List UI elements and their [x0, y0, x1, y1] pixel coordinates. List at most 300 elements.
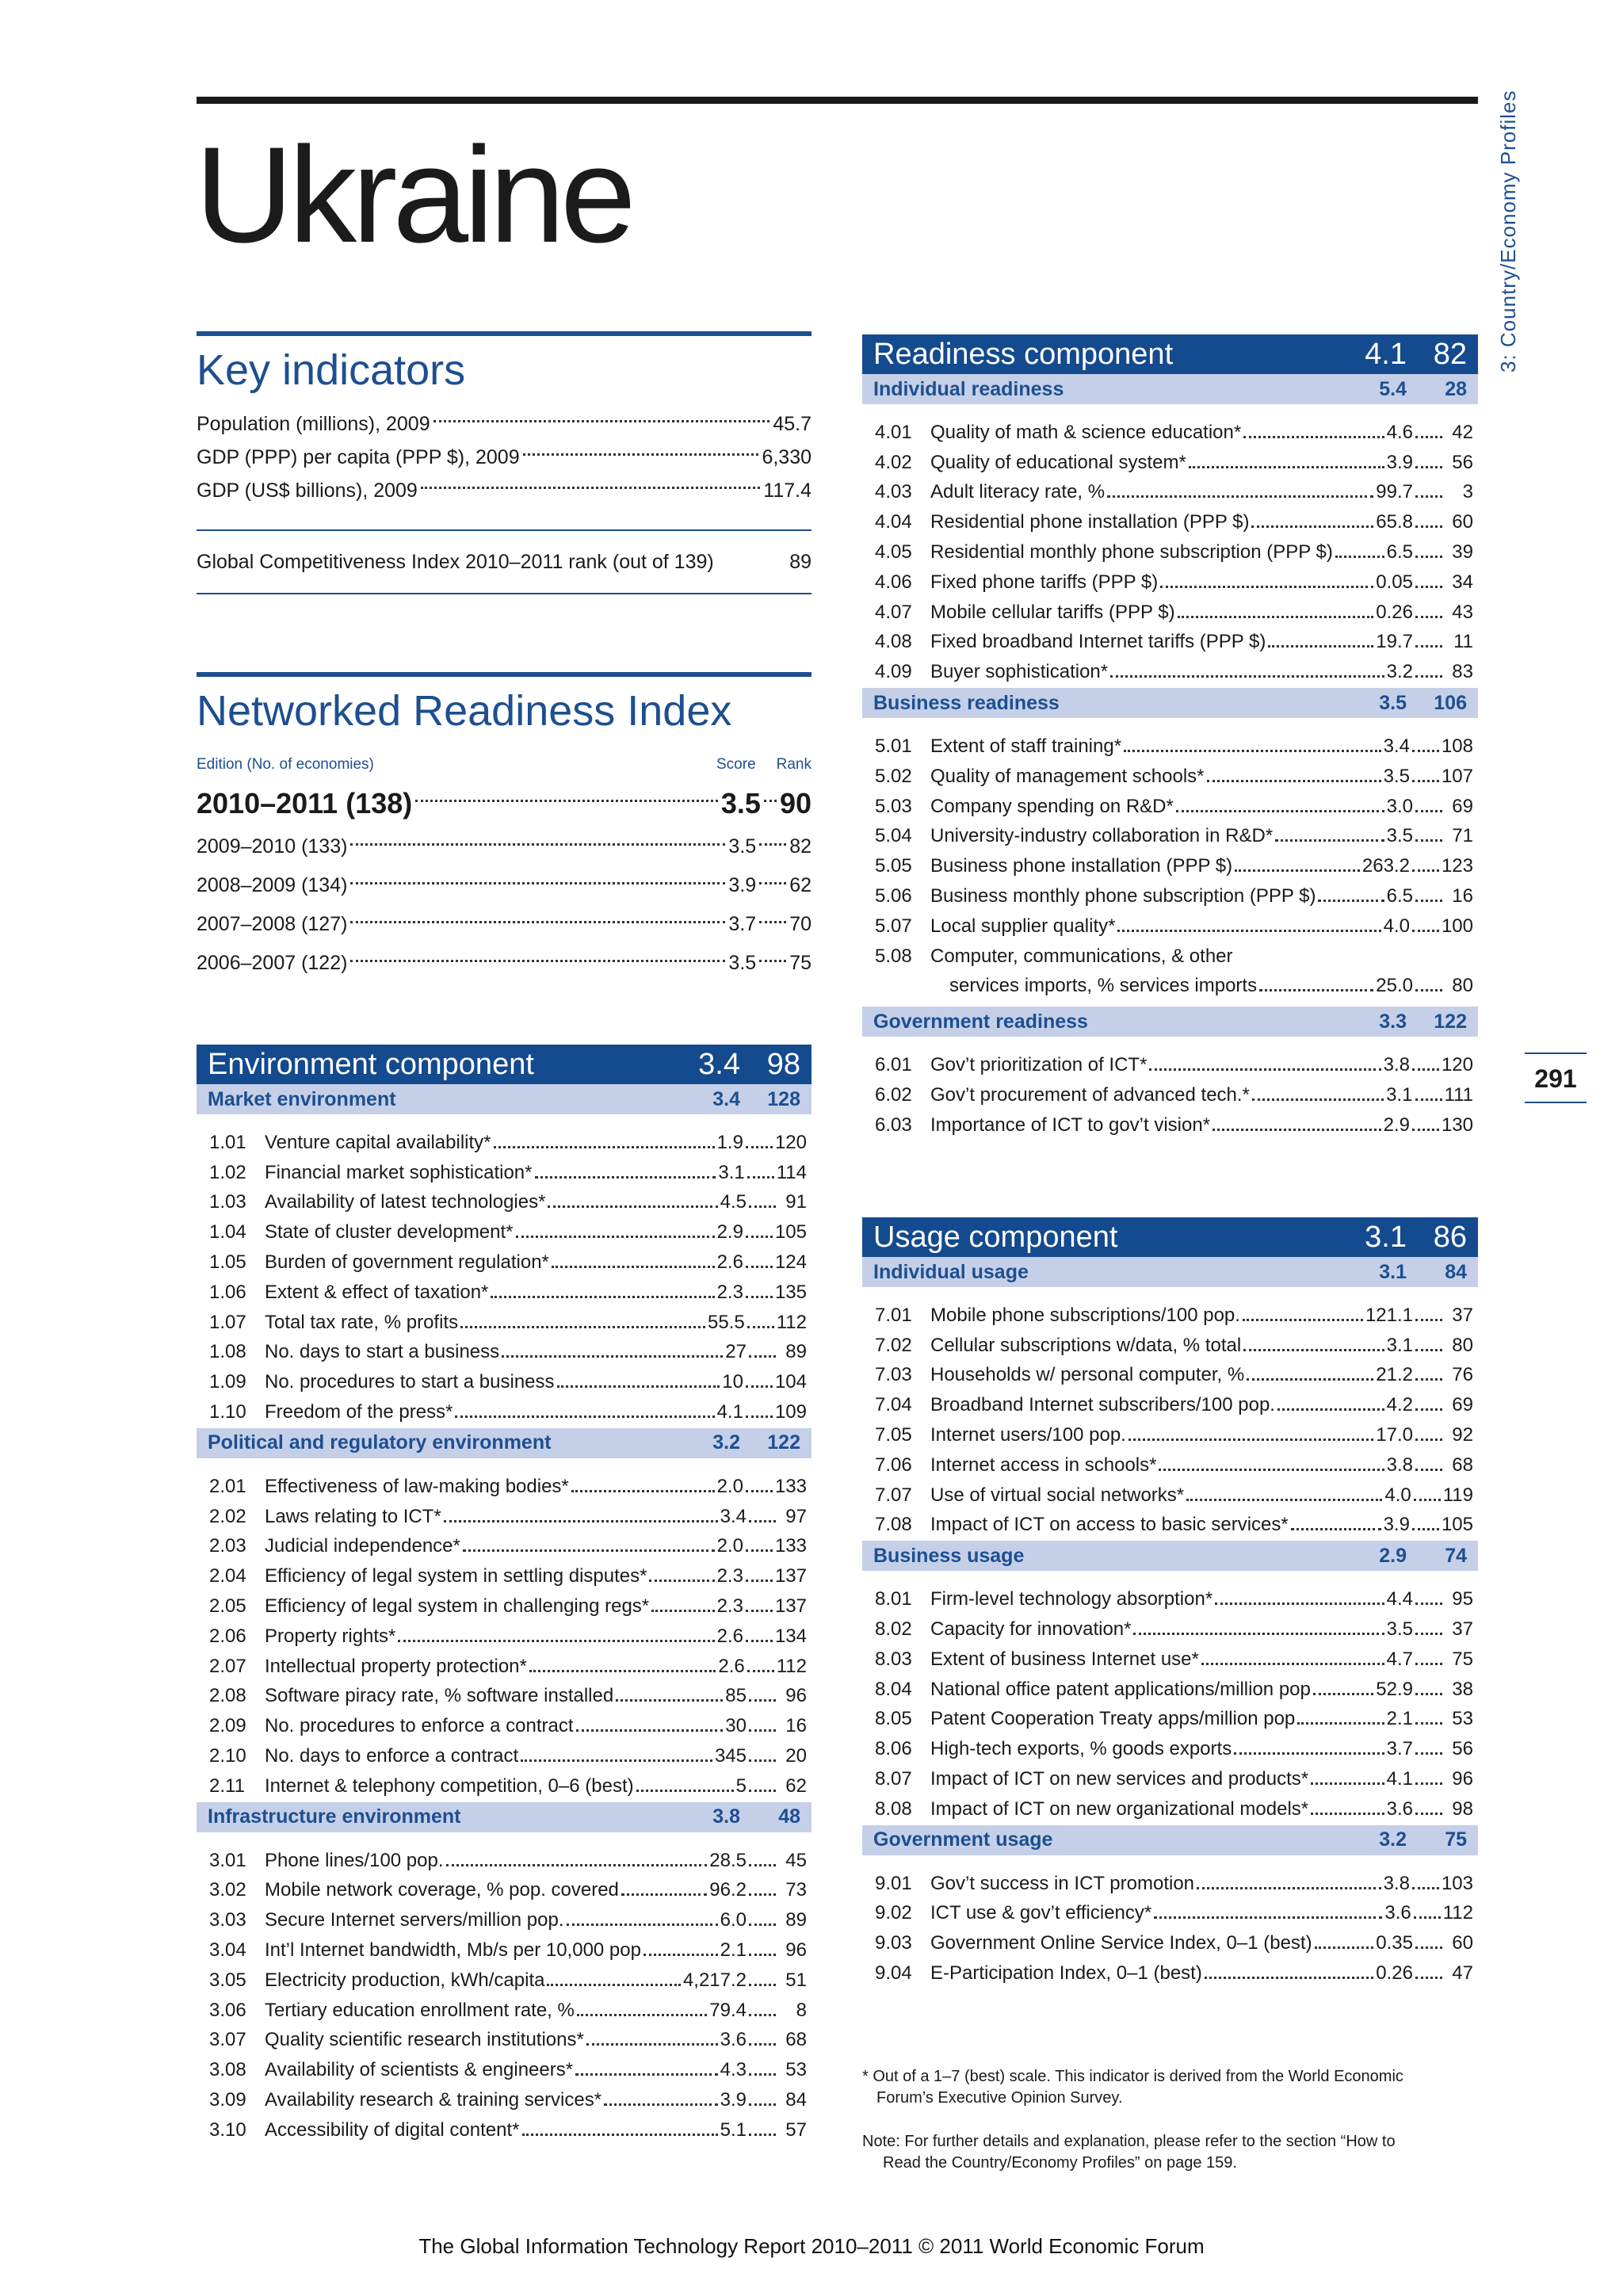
top-rule	[197, 97, 1478, 104]
col-rank: Rank	[776, 756, 812, 773]
list-item	[862, 653, 1478, 683]
indicator-rank: 96	[785, 1685, 807, 1707]
business-readiness-bar: Business readiness 3.5 106	[862, 688, 1478, 718]
indicator-value: 5	[735, 1775, 747, 1797]
col-score: Score	[716, 756, 756, 773]
indicator-code: 1.07	[209, 1311, 246, 1333]
indicator-value: 4.6	[1386, 421, 1413, 443]
indicator-rank: 89	[785, 1341, 807, 1363]
indicator-rank: 107	[1441, 765, 1473, 787]
indicator-rank: 105	[774, 1221, 807, 1244]
indicator-name: State of cluster development*	[265, 1221, 514, 1244]
indicator-name: Efficiency of legal system in challenging regs*	[265, 1595, 650, 1617]
list-item	[862, 818, 1478, 848]
nri-rank: 62	[789, 874, 812, 896]
indicator-value: 4.7	[1386, 1648, 1413, 1670]
business-readiness-items	[862, 718, 1478, 938]
indicator-value: 6,330	[762, 445, 812, 468]
list-item	[197, 1842, 812, 1872]
list-item	[197, 1244, 812, 1274]
section-rule	[197, 331, 812, 336]
indicator-rank: 104	[774, 1371, 807, 1393]
indicator-rank: 80	[1452, 1334, 1473, 1356]
indicator-name: Property rights*	[265, 1625, 396, 1647]
list-item	[862, 1865, 1478, 1895]
indicator-rank: 120	[774, 1131, 807, 1153]
list-item	[862, 1730, 1478, 1760]
indicator-rank: 92	[1452, 1423, 1473, 1446]
indicator-code: 7.03	[875, 1364, 912, 1386]
indicator-name: Residential monthly phone subscription (PPP $)	[930, 541, 1333, 563]
list-item	[862, 624, 1478, 654]
list-item	[197, 1124, 812, 1154]
political-environment-items	[197, 1458, 812, 1802]
list-item	[197, 1737, 812, 1767]
indicator-name: Capacity for innovation*	[930, 1618, 1132, 1640]
indicator-value: 85	[725, 1685, 747, 1707]
list-item	[862, 1297, 1478, 1327]
indicator-code: 3.07	[209, 2029, 246, 2051]
indicator-code: 5.04	[875, 825, 912, 847]
indicator-rank: 8	[796, 1999, 807, 2021]
indicator-code: 7.04	[875, 1394, 912, 1416]
indicator-code: 3.04	[209, 1939, 246, 1961]
list-item	[862, 1446, 1478, 1477]
indicator-rank: 76	[1452, 1364, 1473, 1386]
indicator-code: 7.01	[875, 1304, 912, 1326]
footnotes	[862, 2066, 1478, 2174]
indicator-code: 2.04	[209, 1565, 246, 1587]
indicator-rank: 51	[785, 1969, 807, 1991]
indicator-name: Judicial independence*	[265, 1535, 460, 1557]
indicator-code: 2.10	[209, 1744, 246, 1767]
list-item	[862, 877, 1478, 907]
indicator-code: 5.03	[875, 795, 912, 817]
indicator-code: 3.01	[209, 1849, 246, 1871]
indicator-code: 1.08	[209, 1341, 246, 1363]
infrastructure-environment-bar: Infrastructure environment 3.8 48	[197, 1802, 812, 1832]
indicator-value: 3.1	[1386, 1083, 1413, 1106]
indicator-name: Households w/ personal computer, %	[930, 1364, 1245, 1386]
indicator-value: 117.4	[763, 479, 812, 502]
list-item	[197, 1334, 812, 1364]
indicator-code: 8.01	[875, 1588, 912, 1610]
indicator-code: 9.03	[875, 1932, 912, 1954]
indicator-value: 3.8	[1386, 1454, 1413, 1476]
indicator-value: 2.3	[716, 1281, 743, 1303]
indicator-code: 1.03	[209, 1191, 246, 1213]
indicator-code: 3.05	[209, 1969, 246, 1991]
indicator-name: Gov’t prioritization of ICT*	[930, 1054, 1148, 1076]
indicator-rank: 91	[785, 1191, 807, 1213]
indicator-rank: 47	[1452, 1962, 1473, 1984]
list-item	[197, 1648, 812, 1678]
indicator-name: High-tech exports, % goods exports	[930, 1738, 1232, 1760]
indicator-rank: 137	[774, 1595, 807, 1617]
indicator-value: 4.5	[720, 1191, 747, 1213]
indicator-code: 9.04	[875, 1962, 912, 1984]
indicator-rank: 69	[1452, 1394, 1473, 1416]
indicator-name: Gov’t procurement of advanced tech.*	[930, 1083, 1250, 1106]
list-item	[862, 1106, 1478, 1137]
indicator-code: 4.05	[875, 541, 912, 563]
list-item	[197, 1393, 812, 1423]
usage-component	[862, 1217, 1478, 1989]
list-item	[197, 1678, 812, 1708]
indicator-code: 5.02	[875, 765, 912, 787]
political-environment-bar: Political and regulatory environment 3.2 122	[197, 1428, 812, 1458]
indicator-rank: 124	[774, 1251, 807, 1273]
indicator-value: 0.05	[1376, 571, 1413, 593]
list-item	[862, 1357, 1478, 1387]
indicator-rank: 56	[1452, 451, 1473, 473]
country-title: Ukraine	[195, 119, 632, 271]
nri-edition: 2007–2008 (127)	[197, 913, 348, 935]
indicator-value: 4,217.2	[682, 1969, 747, 1991]
indicator-value: 4.4	[1386, 1588, 1413, 1610]
indicator-code: 4.02	[875, 451, 912, 473]
indicator-value: 3.8	[1383, 1872, 1410, 1894]
list-item	[862, 594, 1478, 624]
gci-row	[197, 531, 812, 593]
indicator-name: Mobile cellular tariffs (PPP $)	[930, 601, 1175, 623]
nri-score: 3.7	[728, 913, 757, 935]
page-number-rule-bottom	[1525, 1102, 1587, 1103]
environment-component-bar: Environment component 3.4 98	[197, 1045, 812, 1084]
list-item	[862, 1701, 1478, 1731]
indicator-rank: 39	[1452, 541, 1473, 563]
indicator-rank: 109	[774, 1400, 807, 1423]
indicator-name: Quality scientific research institutions*	[265, 2029, 584, 2051]
nri-column-headers	[197, 750, 812, 780]
indicator-value: 3.0	[1386, 795, 1413, 817]
list-item	[197, 1707, 812, 1737]
indicator-name: Residential phone installation (PPP $)	[930, 511, 1250, 533]
business-usage-items	[862, 1571, 1478, 1824]
indicator-value: 30	[725, 1715, 747, 1737]
list-item	[197, 1962, 812, 1992]
indicator-name: No. days to start a business	[265, 1341, 500, 1363]
indicator-rank: 95	[1452, 1588, 1473, 1610]
indicator-code: 2.07	[209, 1655, 246, 1677]
indicator-name: Effectiveness of law-making bodies*	[265, 1475, 569, 1497]
indicator-value: 45.7	[773, 412, 812, 435]
indicator-code: 4.08	[875, 631, 912, 653]
list-item	[197, 1767, 812, 1797]
key-indicators-section	[197, 331, 812, 594]
indicator-name: ICT use & gov’t efficiency*	[930, 1902, 1152, 1924]
indicator-code: 4.09	[875, 661, 912, 683]
indicator-code: 8.08	[875, 1797, 912, 1820]
page-footer: The Global Information Technology Report 2010–2011 © 2011 World Economic Forum	[418, 2234, 1205, 2258]
indicator-value: 4.3	[720, 2059, 747, 2081]
indicator-value: 3.1	[718, 1161, 745, 1183]
indicator-name: Firm-level technology absorption*	[930, 1588, 1213, 1610]
government-usage-items	[862, 1855, 1478, 1989]
indicator-code: 4.01	[875, 421, 912, 443]
indicator-value: 2.1	[1386, 1708, 1413, 1730]
indicator-value: 2.9	[1383, 1114, 1410, 1136]
indicator-value: 4.1	[1386, 1767, 1413, 1790]
key-indicators-list	[197, 407, 812, 507]
indicator-code: 2.01	[209, 1475, 246, 1497]
indicator-rank: 123	[1441, 855, 1473, 877]
list-item	[862, 1507, 1478, 1537]
environment-component	[197, 1045, 812, 2146]
footnote-star: * Out of a 1–7 (best) scale. This indicator is derived from the World Economic Forum’s Executive Opinion Survey.	[862, 2068, 1403, 2107]
indicator-value: 4.0	[1383, 915, 1410, 937]
indicator-rank: 97	[785, 1505, 807, 1527]
individual-usage-items	[862, 1287, 1478, 1541]
indicator-code: 3.02	[209, 1879, 246, 1901]
market-environment-items	[197, 1114, 812, 1428]
indicator-rank: 60	[1452, 1932, 1473, 1954]
indicator-value: 121.1	[1365, 1304, 1413, 1326]
government-readiness-bar: Government readiness 3.3 122	[862, 1007, 1478, 1037]
indicator-name: Mobile phone subscriptions/100 pop.	[930, 1304, 1240, 1326]
indicator-code: 3.06	[209, 1999, 246, 2021]
indicator-code: 1.10	[209, 1400, 246, 1423]
indicator-code: 3.09	[209, 2088, 246, 2111]
indicator-name: Cellular subscriptions w/data, % total	[930, 1334, 1242, 1356]
government-readiness-items	[862, 1037, 1478, 1140]
list-item: 5.08 Computer, communications, & other	[875, 945, 1233, 967]
indicator-rank: 83	[1452, 661, 1473, 683]
list-item	[197, 1363, 812, 1393]
indicator-name: Int’l Internet bandwidth, Mb/s per 10,000 pop	[265, 1939, 641, 1961]
list-item	[862, 847, 1478, 877]
readiness-component-bar: Readiness component 4.1 82	[862, 334, 1478, 374]
indicator-name: Local supplier quality*	[930, 915, 1116, 937]
indicator-value: 3.9	[1386, 451, 1413, 473]
indicator-rank: 119	[1442, 1484, 1473, 1506]
indicator-rank: 42	[1452, 421, 1473, 443]
nri-edition: 2008–2009 (134)	[197, 874, 348, 896]
indicator-value: 3.1	[1386, 1334, 1413, 1356]
indicator-code: 2.05	[209, 1595, 246, 1617]
indicator-rank: 114	[776, 1161, 807, 1183]
indicator-name: Extent & effect of taxation*	[265, 1281, 489, 1303]
nri-edition: 2009–2010 (133)	[197, 835, 348, 858]
indicator-value: 2.6	[718, 1655, 745, 1677]
indicator-name: Impact of ICT on new organizational models*	[930, 1797, 1309, 1820]
list-item	[197, 2081, 812, 2111]
page-number-rule-top	[1525, 1052, 1587, 1054]
footnote-note: Note: For further details and explanation, please refer to the section “How to Read the Country/Economy Profiles” on page 159.	[862, 2133, 1396, 2172]
indicator-value: 3.5	[1386, 825, 1413, 847]
list-item	[197, 1992, 812, 2022]
list-item	[862, 1610, 1478, 1641]
nri-edition: 2010–2011 (138)	[197, 787, 413, 819]
list-item	[862, 1580, 1478, 1610]
indicator-name: Software piracy rate, % software installed	[265, 1685, 614, 1707]
list-item	[197, 2111, 812, 2141]
indicator-name: Quality of management schools*	[930, 765, 1205, 787]
indicator-value: 3.7	[1386, 1738, 1413, 1760]
list-item	[197, 2051, 812, 2081]
indicator-value: 5.1	[720, 2118, 747, 2141]
indicator-name: Electricity production, kWh/capita	[265, 1969, 545, 1991]
indicator-code: 1.04	[209, 1221, 246, 1244]
indicator-name: Extent of business Internet use*	[930, 1648, 1199, 1670]
nri-row	[197, 827, 812, 866]
indicator-name: Business phone installation (PPP $)	[930, 855, 1233, 877]
nri-rank: 70	[789, 913, 812, 935]
list-item	[862, 1046, 1478, 1076]
list-item: services imports, % services imports 25.0 80	[949, 975, 1473, 997]
government-usage-bar: Government usage 3.2 75	[862, 1825, 1478, 1855]
market-environment-bar: Market environment 3.4 128	[197, 1084, 812, 1114]
indicator-value: 6.5	[1386, 541, 1413, 563]
indicator-rank: 135	[774, 1281, 807, 1303]
indicator-value: 1.9	[716, 1131, 743, 1153]
indicator-rank: 3	[1462, 481, 1473, 503]
indicator-code: 6.01	[875, 1054, 912, 1076]
indicator-name: University-industry collaboration in R&D*	[930, 825, 1274, 847]
indicator-name: Buyer sophistication*	[930, 661, 1109, 683]
nri-score: 3.5	[720, 787, 761, 819]
list-item	[862, 788, 1478, 818]
indicator-name: Phone lines/100 pop.	[265, 1849, 444, 1871]
indicator-code: 2.06	[209, 1625, 246, 1647]
list-item	[862, 758, 1478, 788]
indicator-name: National office patent applications/million pop	[930, 1678, 1311, 1700]
nri-edition: 2006–2007 (122)	[197, 952, 348, 974]
indicator-value: 2.0	[716, 1535, 743, 1557]
indicator-name: Impact of ICT on new services and products*	[930, 1767, 1309, 1790]
indicator-rank: 37	[1452, 1618, 1473, 1640]
indicator-name: Quality of math & science education*	[930, 421, 1242, 443]
indicator-rank: 45	[785, 1849, 807, 1871]
nri-rank: 90	[779, 787, 812, 819]
indicator-code: 3.08	[209, 2059, 246, 2081]
list-item	[862, 503, 1478, 533]
indicator-name: Use of virtual social networks*	[930, 1484, 1185, 1506]
indicator-code: 2.08	[209, 1685, 246, 1707]
indicator-code: 5.01	[875, 735, 912, 757]
indicator-code: 8.05	[875, 1708, 912, 1730]
indicator-label: GDP (US$ billions), 2009	[197, 479, 418, 502]
indicator-name: Internet access in schools*	[930, 1454, 1157, 1476]
nri-current-edition-row	[197, 780, 812, 827]
list-item	[197, 1468, 812, 1498]
indicator-name: Efficiency of legal system in settling disputes*	[265, 1565, 647, 1587]
indicator-value: 79.4	[709, 1999, 747, 2021]
list-item	[197, 1587, 812, 1618]
indicator-code: 1.05	[209, 1251, 246, 1273]
indicator-name: No. days to enforce a contract	[265, 1744, 519, 1767]
indicator-value: 28.5	[709, 1849, 747, 1871]
nri-score: 3.5	[728, 835, 757, 858]
indicator-code: 7.07	[875, 1484, 912, 1506]
individual-readiness-bar: Individual readiness 5.4 28	[862, 374, 1478, 404]
indicator-name: Internet & telephony competition, 0–6 (best)	[265, 1775, 634, 1797]
indicator-rank: 53	[1452, 1708, 1473, 1730]
nri-row	[197, 905, 812, 944]
indicator-name: Quality of educational system*	[930, 451, 1186, 473]
indicator-rank: 100	[1441, 915, 1473, 937]
indicator-code: 5.06	[875, 884, 912, 907]
indicator-name: Burden of government regulation*	[265, 1251, 549, 1273]
key-indicator-row	[197, 407, 812, 441]
indicator-code: 5.05	[875, 855, 912, 877]
indicator-name: Adult literacy rate, %	[930, 481, 1106, 503]
indicator-name: Total tax rate, % profits	[265, 1311, 459, 1333]
indicator-rank: 137	[774, 1565, 807, 1587]
indicator-code: 6.02	[875, 1083, 912, 1106]
indicator-name: Business monthly phone subscription (PPP $)	[930, 884, 1316, 907]
indicator-code: 1.01	[209, 1131, 246, 1153]
list-item	[862, 563, 1478, 594]
indicator-name: Government Online Service Index, 0–1 (best)	[930, 1932, 1312, 1954]
indicator-name: Venture capital availability*	[265, 1131, 491, 1153]
indicator-code: 7.02	[875, 1334, 912, 1356]
indicator-code: 8.02	[875, 1618, 912, 1640]
indicator-rank: 108	[1441, 735, 1473, 757]
list-item	[862, 1895, 1478, 1925]
list-item	[862, 1760, 1478, 1790]
indicator-value: 3.4	[1383, 735, 1410, 757]
indicator-name: Availability research & training services*	[265, 2088, 602, 2111]
indicator-code: 8.06	[875, 1738, 912, 1760]
nri-row	[197, 944, 812, 983]
indicator-rank: 120	[1441, 1054, 1473, 1076]
indicator-value: 27	[725, 1341, 747, 1363]
side-tab-label: 3: Country/Economy Profiles	[1496, 90, 1520, 372]
indicator-code: 9.02	[875, 1902, 912, 1924]
key-indicator-row	[197, 474, 812, 507]
indicator-rank: 68	[1452, 1454, 1473, 1476]
indicator-code: 9.01	[875, 1872, 912, 1894]
indicator-name: Secure Internet servers/million pop.	[265, 1909, 564, 1931]
list-item	[862, 907, 1478, 938]
list-item	[862, 1076, 1478, 1106]
list-item	[197, 1213, 812, 1244]
indicator-value: 52.9	[1376, 1678, 1413, 1700]
indicator-value: 3.5	[1386, 1618, 1413, 1640]
indicator-rank: 111	[1444, 1083, 1473, 1106]
indicator-name: Laws relating to ICT*	[265, 1505, 441, 1527]
list-item	[862, 1790, 1478, 1820]
indicator-name: Patent Cooperation Treaty apps/million pop	[930, 1708, 1296, 1730]
indicator-value: 99.7	[1376, 481, 1413, 503]
list-item	[197, 1557, 812, 1587]
indicator-rank: 112	[1442, 1902, 1473, 1924]
list-item	[197, 1498, 812, 1528]
indicator-value: 3.4	[720, 1505, 747, 1527]
indicator-rank: 37	[1452, 1304, 1473, 1326]
indicator-rank: 103	[1441, 1872, 1473, 1894]
indicator-code: 4.06	[875, 571, 912, 593]
usage-component-bar: Usage component 3.1 86	[862, 1217, 1478, 1257]
list-item	[862, 474, 1478, 504]
indicator-rank: 98	[1452, 1797, 1473, 1820]
indicator-rank: 73	[785, 1879, 807, 1901]
nri-history-list	[197, 827, 812, 983]
indicator-value: 2.3	[716, 1595, 743, 1617]
nri-heading: Networked Readiness Index	[197, 687, 732, 735]
list-item	[862, 1954, 1478, 1985]
indicator-code: 4.07	[875, 601, 912, 623]
key-indicator-row	[197, 441, 812, 474]
list-item	[197, 1872, 812, 1902]
indicator-name: No. procedures to start a business	[265, 1371, 555, 1393]
indicator-value: 3.6	[1386, 1797, 1413, 1820]
key-indicators-heading: Key indicators	[197, 346, 466, 394]
indicator-value: 65.8	[1376, 511, 1413, 533]
indicator-label: GDP (PPP) per capita (PPP $), 2009	[197, 445, 520, 468]
indicator-name: Broadband Internet subscribers/100 pop.	[930, 1394, 1275, 1416]
